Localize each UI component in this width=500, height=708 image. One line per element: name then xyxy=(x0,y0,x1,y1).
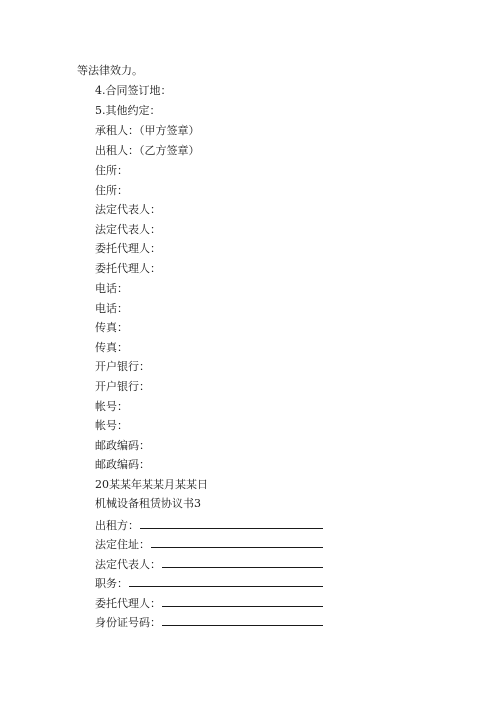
signing-date: 20某某年某某月某某日 xyxy=(95,478,208,491)
blank-underline xyxy=(151,537,323,548)
form-field-label: 法定代表人： xyxy=(95,558,161,571)
blank-underline xyxy=(140,518,323,529)
fax-label-a: 传真： xyxy=(95,321,128,334)
blank-underline xyxy=(162,596,323,607)
blank-underline xyxy=(129,576,323,587)
bank-label-a: 开户银行： xyxy=(95,360,150,373)
legal-rep-label-a: 法定代表人： xyxy=(95,203,161,216)
form-field-legal-address xyxy=(95,537,323,552)
agreement-title: 机械设备租赁协议书3 xyxy=(95,497,201,510)
postcode-label-b: 邮政编码： xyxy=(95,458,150,471)
form-field-label: 职务： xyxy=(95,577,128,590)
form-field-label: 出租方： xyxy=(95,519,139,532)
phone-label-a: 电话： xyxy=(95,282,128,295)
address-label-a: 住所： xyxy=(95,164,128,177)
phone-label-b: 电话： xyxy=(95,302,128,315)
account-label-b: 帐号： xyxy=(95,419,128,432)
agent-label-b: 委托代理人： xyxy=(95,262,161,275)
lessee-signature: 承租人：（甲方签章） xyxy=(95,124,200,137)
blank-underline xyxy=(162,557,323,568)
address-label-b: 住所： xyxy=(95,184,128,197)
form-field-label: 身份证号码： xyxy=(95,616,161,629)
postcode-label-a: 邮政编码： xyxy=(95,439,150,452)
form-field-agent xyxy=(95,596,323,611)
bank-label-b: 开户银行： xyxy=(95,380,150,393)
fax-label-b: 传真： xyxy=(95,341,128,354)
lessor-signature: 出租人：（乙方签章） xyxy=(95,144,200,157)
form-field-legal-rep xyxy=(95,557,323,572)
form-field-label: 法定住址： xyxy=(95,538,150,551)
form-field-lessor xyxy=(95,518,323,533)
form-field-label: 委托代理人： xyxy=(95,597,161,610)
blank-underline xyxy=(162,615,323,626)
other-agreements: 5.其他约定： xyxy=(95,104,161,117)
account-label-a: 帐号： xyxy=(95,400,128,413)
agent-label-a: 委托代理人： xyxy=(95,242,161,255)
legal-rep-label-b: 法定代表人： xyxy=(95,223,161,236)
continuation-text: 等法律效力。 xyxy=(77,64,143,77)
form-field-id-number xyxy=(95,615,323,630)
form-field-position xyxy=(95,576,323,591)
contract-signing-place: 4.合同签订地： xyxy=(95,84,172,97)
